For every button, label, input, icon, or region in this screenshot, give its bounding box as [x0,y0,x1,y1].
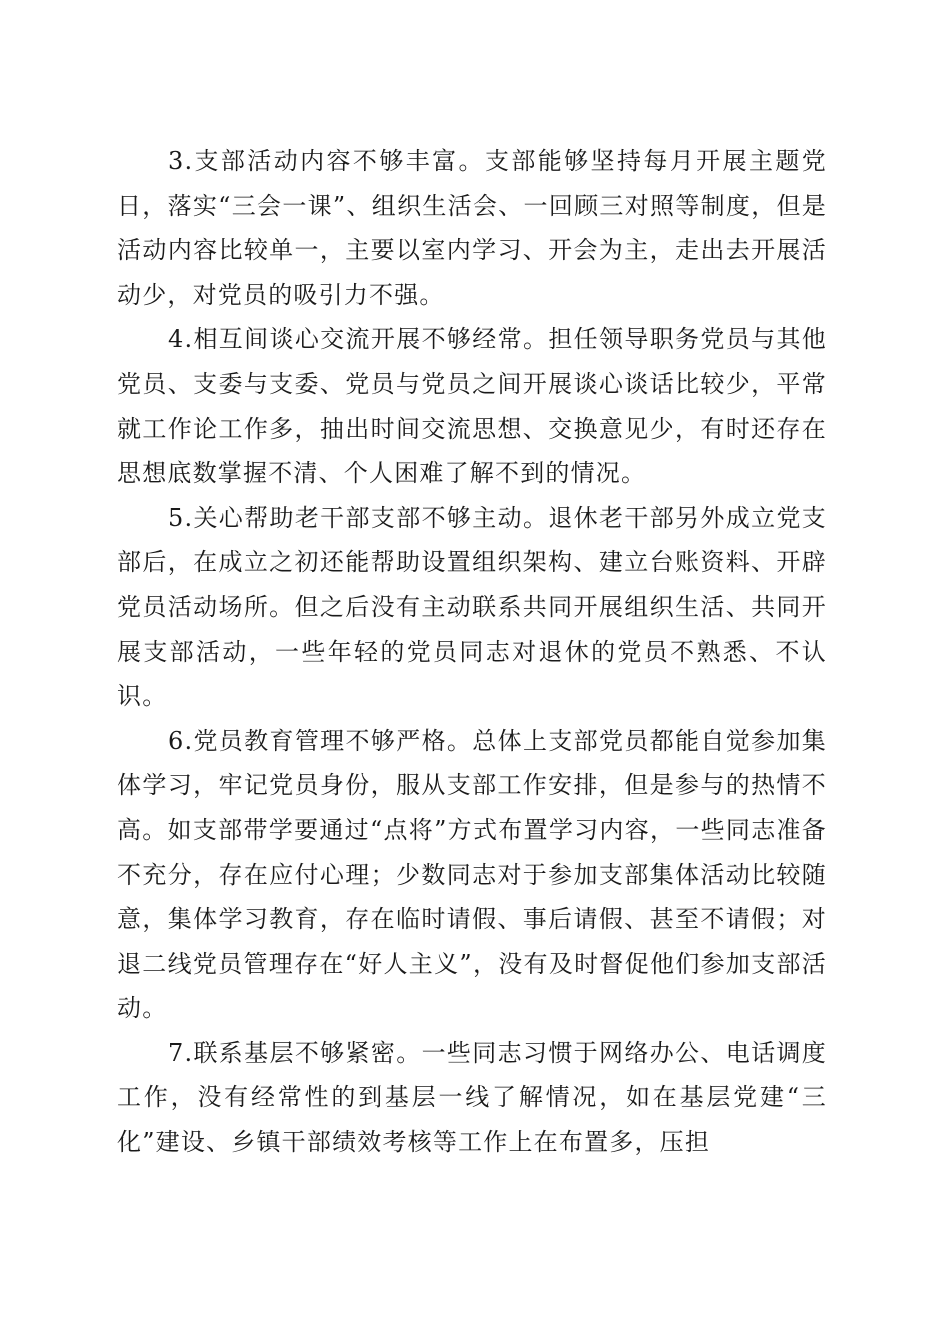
paragraph-6: 6.党员教育管理不够严格。总体上支部党员都能自觉参加集体学习，牢记党员身份，服从支部工作安排，但是参与的热情不高。如支部带学要通过“点将”方式布置学习内容，一些同志准备不充分，存在应付心理；少数同志对于参加支部集体活动比较随意，集体学习教育，存在临时请假、事后请假、甚至不请假；对退二线党员管理存在“好人主义”，没有及时督促他们参加支部活动。 [117,726,827,1023]
document-body [117,139,827,1165]
paragraph-5: 5.关心帮助老干部支部不够主动。退休老干部另外成立党支部后，在成立之初还能帮助设置组织架构、建立台账资料、开辟党员活动场所。但之后没有主动联系共同开展组织生活、共同开展支部活动，一些年轻的党员同志对退休的党员不熟悉、不认识。 [117,503,827,711]
paragraph-7: 7.联系基层不够紧密。一些同志习惯于网络办公、电话调度工作，没有经常性的到基层一线了解情况，如在基层党建“三化”建设、乡镇干部绩效考核等工作上在布置多，压担 [117,1038,827,1157]
paragraph-4: 4.相互间谈心交流开展不够经常。担任领导职务党员与其他党员、支委与支委、党员与党员之间开展谈心谈话比较少，平常就工作论工作多，抽出时间交流思想、交换意见少，有时还存在思想底数掌握不清、个人困难了解不到的情况。 [117,325,827,488]
paragraph-3: 3.支部活动内容不够丰富。支部能够坚持每月开展主题党日，落实“三会一课”、组织生活会、一回顾三对照等制度，但是活动内容比较单一，主要以室内学习、开会为主，走出去开展活动少，对党员的吸引力不强。 [117,147,827,309]
